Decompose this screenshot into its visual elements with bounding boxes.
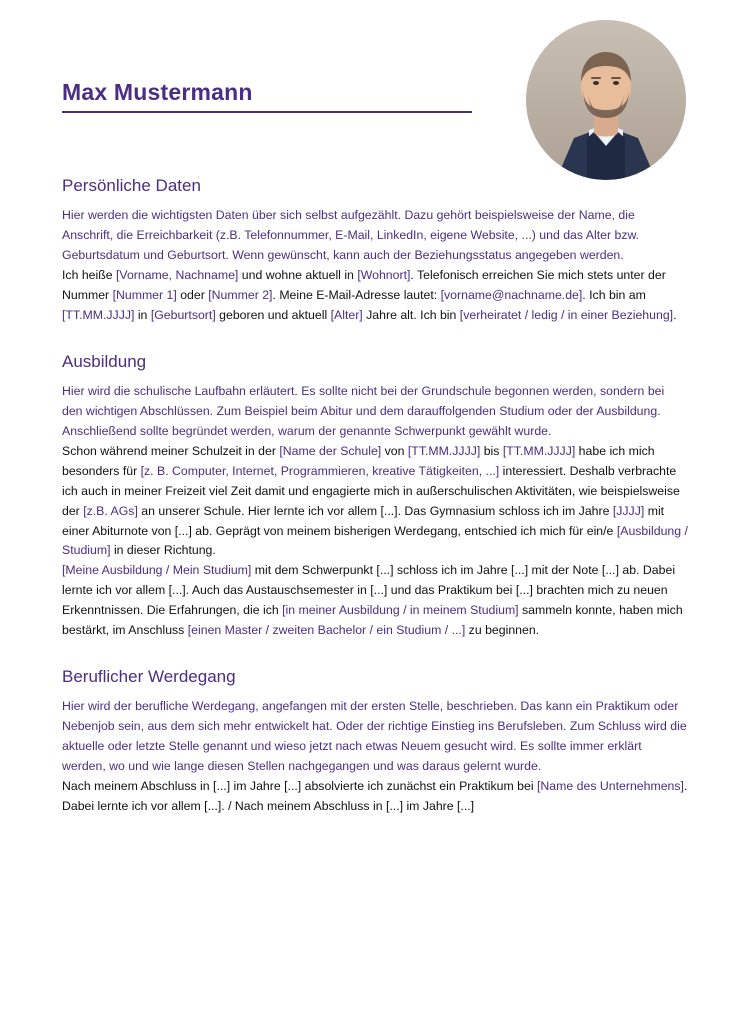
section-hint: Hier wird der berufliche Werdegang, angefangen mit der ersten Stelle, beschrieben. Das kann ein Praktikum oder Nebenjob sein, aus dem sich mehr entwickelt hat. Oder der richtige Einstieg ins Berufsleben. Zum Schluss wird die aktuelle oder letzte Stelle genannt und wieso jetzt nach etwas Neuem gesucht wird. Es sollte immer erklärt werden, wo und wie lange diesen Stellen nachgegangen und was daraus gelernt wurde. bbox=[62, 699, 687, 774]
placeholder-text: [TT.MM.JJJJ] bbox=[62, 307, 135, 322]
body-text: sammeln konnte, haben mich bestärkt, im Anschluss bbox=[62, 603, 683, 638]
section-title: Beruflicher Werdegang bbox=[62, 667, 236, 686]
body-text: Nach meinem Abschluss in [...] im Jahre [...] absolvierte ich zunächst ein Praktikum bei bbox=[62, 779, 537, 794]
placeholder-text: [z.B. AGs] bbox=[83, 503, 138, 518]
section-title: Persönliche Daten bbox=[62, 176, 201, 195]
section-hint: Hier wird die schulische Laufbahn erläutert. Es sollte nicht bei der Grundschule begonnen werden, sondern bei den wichtigen Abschlüssen. Zum Beispiel beim Abitur und dem darauffolgenden Studium oder der Ausbildung. Anschließend sollte begründet werden, warum der genannte Schwerpunkt gewählt wurde. bbox=[62, 384, 665, 439]
body-text: . bbox=[673, 307, 677, 322]
title-divider bbox=[62, 111, 472, 113]
placeholder-text: [Ausbildung / Studium] bbox=[62, 523, 688, 558]
body-text: Schon während meiner Schulzeit in der bbox=[62, 443, 280, 458]
body-text: mit dem Schwerpunkt [...] schloss ich im Jahre [...] mit der Note [...] ab. Dabei lernte ich vor allem [...]. Auch das Austauschsemester in [...] und das Praktikum bei [...] brachten mich zu neuen Erkenntnissen. Die Erfahrungen, die ich bbox=[62, 563, 676, 618]
section-ausbildung bbox=[62, 352, 688, 641]
body-text: . Telefonisch erreichen Sie mich stets unter der Nummer bbox=[62, 268, 666, 303]
body-text: bis bbox=[480, 443, 503, 458]
placeholder-text: [TT.MM.JJJJ] bbox=[502, 443, 576, 458]
placeholder-text: [Wohnort] bbox=[357, 268, 411, 283]
body-text: und wohne aktuell in bbox=[238, 268, 358, 283]
body-text: . Dabei lernte ich vor allem [...]. / Nach meinem Abschluss in [...] im Jahre [...] bbox=[62, 779, 688, 813]
placeholder-text: [Nummer 2] bbox=[208, 288, 273, 303]
body-text: an unserer Schule. Hier lernte ich vor allem [...]. Das Gymnasium schloss ich im Jahre bbox=[137, 503, 613, 518]
placeholder-text: [Name des Unternehmens] bbox=[537, 779, 684, 794]
section-hint: Hier werden die wichtigsten Daten über sich selbst aufgezählt. Dazu gehört beispielsweise der Name, die Anschrift, die Erreichbarkeit (z.B. Telefonnummer, E-Mail, LinkedIn, eigene Website, ...) und das Alter bzw. Geburtsdatum und Geburtsort. Wenn gewünscht, kann auch der Beziehungsstatus angegeben werden. bbox=[62, 208, 640, 263]
section-body bbox=[62, 266, 688, 326]
placeholder-text: [z. B. Computer, Internet, Programmieren, kreative Tätigkeiten, ...] bbox=[140, 463, 500, 478]
body-text: in bbox=[134, 307, 151, 322]
placeholder-text: [Name der Schule] bbox=[279, 443, 382, 458]
body-text: geboren und aktuell bbox=[215, 307, 331, 322]
placeholder-text: [verheiratet / ledig / in einer Beziehung] bbox=[459, 307, 674, 322]
section-body bbox=[62, 777, 688, 817]
body-text: Ich heiße bbox=[62, 268, 116, 283]
body-text: interessiert. Deshalb verbrachte ich auch in meiner Freizeit viel Zeit damit und engagierte mich in außerschulischen Aktivitäten, wie beispielsweise der bbox=[62, 463, 680, 518]
placeholder-text: [TT.MM.JJJJ] bbox=[407, 443, 481, 458]
body-text: in dieser Richtung. bbox=[110, 543, 216, 558]
section-persoenliche-daten bbox=[62, 176, 688, 326]
placeholder-text: [Alter] bbox=[330, 307, 363, 322]
body-text: . Ich bin am bbox=[582, 288, 646, 303]
page-title: Max Mustermann bbox=[62, 79, 253, 105]
body-text: von bbox=[381, 443, 408, 458]
portrait-photo-icon bbox=[526, 20, 686, 180]
body-text: habe ich mich besonders für bbox=[62, 443, 655, 478]
section-body bbox=[62, 442, 688, 561]
body-text: . Meine E-Mail-Adresse lautet: bbox=[272, 288, 441, 303]
body-text: oder bbox=[176, 288, 209, 303]
section-body-2 bbox=[62, 561, 688, 641]
placeholder-text: [Meine Ausbildung / Mein Studium] bbox=[62, 563, 252, 578]
name-block bbox=[62, 80, 472, 113]
placeholder-text: [einen Master / zweiten Bachelor / ein Studium / ...] bbox=[187, 623, 466, 638]
placeholder-text: [JJJJ] bbox=[612, 503, 645, 518]
body-text: Jahre alt. Ich bin bbox=[362, 307, 460, 322]
placeholder-text: [vorname@nachname.de] bbox=[440, 288, 583, 303]
section-title: Ausbildung bbox=[62, 351, 147, 371]
placeholder-text: [in meiner Ausbildung / in meinem Studium] bbox=[282, 603, 519, 618]
document-header bbox=[62, 0, 688, 150]
placeholder-text: [Geburtsort] bbox=[150, 307, 216, 322]
avatar bbox=[526, 20, 686, 180]
body-text: zu beginnen. bbox=[465, 623, 540, 638]
body-text: mit einer Abiturnote von [...] ab. Geprägt von meinem bisherigen Werdegang, entschied ich mich für ein/e bbox=[62, 503, 665, 538]
placeholder-text: [Vorname, Nachname] bbox=[116, 268, 239, 283]
placeholder-text: [Nummer 1] bbox=[112, 288, 177, 303]
section-beruflicher-werdegang bbox=[62, 667, 688, 817]
